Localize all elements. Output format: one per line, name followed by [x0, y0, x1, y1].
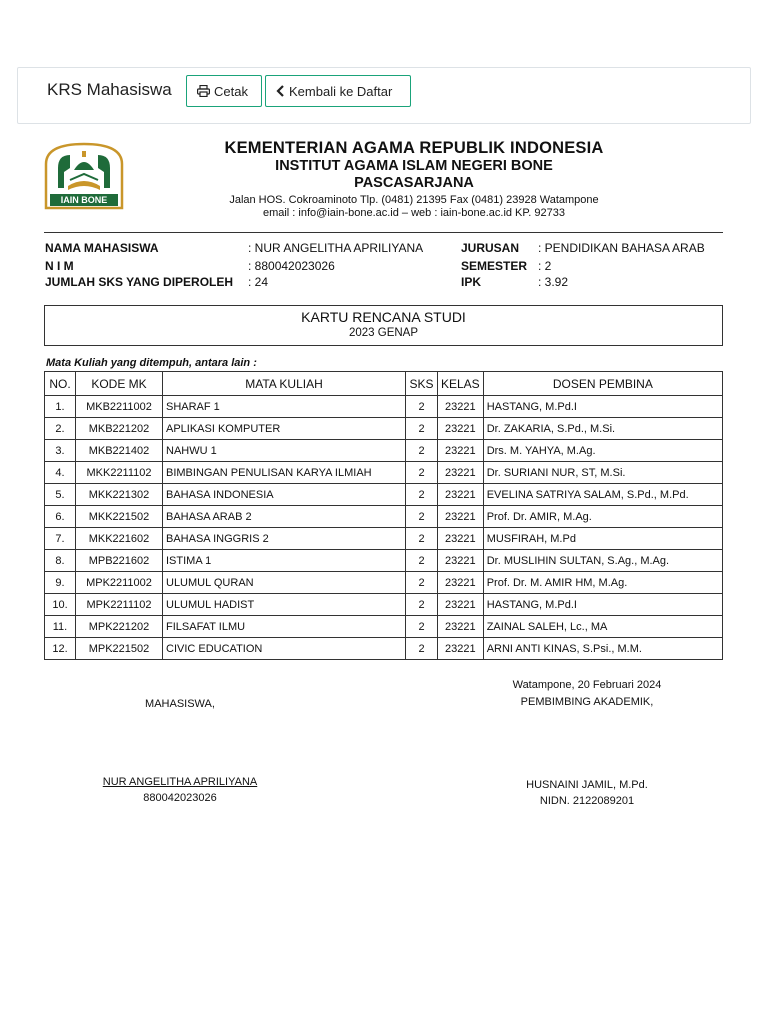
advisor-signature-name: HUSNAINI JAMIL, M.Pd.: [526, 779, 648, 791]
cell-sks: 2: [406, 484, 438, 506]
cell-kode-mk: MKK2211102: [76, 462, 163, 484]
cell-no: 10.: [45, 594, 76, 616]
header-sks: SKS: [406, 372, 438, 396]
institution-header: [144, 138, 684, 220]
cell-dosen: Prof. Dr. AMIR, M.Ag.: [483, 506, 722, 528]
cell-sks: 2: [406, 638, 438, 660]
print-button-label: Cetak: [214, 83, 248, 99]
table-row: [45, 396, 723, 418]
cell-kode-mk: MPK2211102: [76, 594, 163, 616]
cell-dosen: MUSFIRAH, M.Pd: [483, 528, 722, 550]
page-title: KRS Mahasiswa: [47, 80, 172, 99]
table-row: [45, 550, 723, 572]
table-row: [45, 594, 723, 616]
cell-kode-mk: MKB2211002: [76, 396, 163, 418]
info-row-name: [45, 241, 725, 257]
cell-kelas: 23221: [438, 462, 484, 484]
cell-dosen: Dr. ZAKARIA, S.Pd., M.Si.: [483, 418, 722, 440]
faculty-name: PASCASARJANA: [354, 175, 474, 191]
cell-kelas: 23221: [438, 418, 484, 440]
name-label: NAMA MAHASISWA: [45, 241, 159, 255]
cell-dosen: HASTANG, M.Pd.I: [483, 396, 722, 418]
cell-mata-kuliah: APLIKASI KOMPUTER: [163, 418, 406, 440]
krs-period: 2023 GENAP: [348, 327, 419, 339]
cell-kode-mk: MKB221202: [76, 418, 163, 440]
advisor-signature-nidn: NIDN. 2122089201: [539, 795, 635, 807]
info-row-sks: [45, 275, 725, 291]
advisor-role: PEMBIMBING AKADEMIK,: [520, 696, 654, 708]
cell-sks: 2: [406, 616, 438, 638]
cell-kelas: 23221: [438, 550, 484, 572]
header-kode-mk: KODE MK: [76, 372, 163, 396]
cell-mata-kuliah: BIMBINGAN PENULISAN KARYA ILMIAH: [163, 462, 406, 484]
cell-sks: 2: [406, 506, 438, 528]
courses-table-body: [45, 396, 723, 660]
cell-dosen: ZAINAL SALEH, Lc., MA: [483, 616, 722, 638]
cell-sks: 2: [406, 528, 438, 550]
cell-sks: 2: [406, 440, 438, 462]
cell-sks: 2: [406, 572, 438, 594]
cell-kode-mk: MKK221502: [76, 506, 163, 528]
table-row: [45, 572, 723, 594]
cell-kode-mk: MPK221202: [76, 616, 163, 638]
cell-no: 3.: [45, 440, 76, 462]
cell-dosen: Dr. MUSLIHIN SULTAN, S.Ag., M.Ag.: [483, 550, 722, 572]
cell-mata-kuliah: NAHWU 1: [163, 440, 406, 462]
student-signature-nim: 880042023026: [143, 792, 217, 804]
header-mata-kuliah: MATA KULIAH: [163, 372, 406, 396]
cell-kode-mk: MKB221402: [76, 440, 163, 462]
cell-sks: 2: [406, 550, 438, 572]
cell-kelas: 23221: [438, 528, 484, 550]
table-row: [45, 506, 723, 528]
table-header-row: [45, 372, 723, 396]
ministry-name: KEMENTERIAN AGAMA REPUBLIK INDONESIA: [224, 139, 604, 157]
cell-kode-mk: MPK221502: [76, 638, 163, 660]
header-kelas: KELAS: [438, 372, 484, 396]
cell-mata-kuliah: BAHASA INGGRIS 2: [163, 528, 406, 550]
iain-bone-logo: [44, 142, 124, 210]
header-no: NO.: [45, 372, 76, 396]
cell-mata-kuliah: FILSAFAT ILMU: [163, 616, 406, 638]
courses-caption: Mata Kuliah yang ditempuh, antara lain :: [46, 357, 257, 369]
table-row: [45, 616, 723, 638]
cell-kode-mk: MPK2211002: [76, 572, 163, 594]
cell-dosen: Prof. Dr. M. AMIR HM, M.Ag.: [483, 572, 722, 594]
institute-name: INSTITUT AGAMA ISLAM NEGERI BONE: [275, 158, 553, 174]
name-value: : NUR ANGELITHA APRILIYANA: [248, 241, 424, 255]
cell-no: 5.: [45, 484, 76, 506]
table-row: [45, 528, 723, 550]
cell-no: 9.: [45, 572, 76, 594]
chevron-left-icon: [276, 85, 285, 97]
table-row: [45, 484, 723, 506]
cell-dosen: Drs. M. YAHYA, M.Ag.: [483, 440, 722, 462]
cell-mata-kuliah: ULUMUL HADIST: [163, 594, 406, 616]
cell-kode-mk: MKK221302: [76, 484, 163, 506]
cell-mata-kuliah: CIVIC EDUCATION: [163, 638, 406, 660]
cell-sks: 2: [406, 594, 438, 616]
student-role: MAHASISWA,: [145, 698, 215, 710]
cell-no: 8.: [45, 550, 76, 572]
cell-kode-mk: MKK221602: [76, 528, 163, 550]
cell-sks: 2: [406, 462, 438, 484]
nim-label: N I M: [45, 259, 74, 273]
letterhead: [44, 138, 724, 222]
cell-dosen: EVELINA SATRIYA SALAM, S.Pd., M.Pd.: [483, 484, 722, 506]
cell-no: 7.: [45, 528, 76, 550]
logo-text: IAIN BONE: [60, 195, 108, 205]
cell-no: 11.: [45, 616, 76, 638]
cell-dosen: ARNI ANTI KINAS, S.Psi., M.M.: [483, 638, 722, 660]
table-row: [45, 462, 723, 484]
table-row: [45, 638, 723, 660]
cell-no: 12.: [45, 638, 76, 660]
header-divider: [44, 232, 723, 233]
cell-kelas: 23221: [438, 484, 484, 506]
cell-mata-kuliah: SHARAF 1: [163, 396, 406, 418]
cell-kelas: 23221: [438, 506, 484, 528]
info-row-nim: [45, 259, 725, 275]
jurusan-value: : PENDIDIKAN BAHASA ARAB: [538, 241, 705, 255]
krs-title-box: [44, 305, 723, 346]
cell-mata-kuliah: BAHASA ARAB 2: [163, 506, 406, 528]
table-row: [45, 440, 723, 462]
semester-label: SEMESTER: [461, 259, 528, 273]
sks-value: : 24: [248, 275, 269, 289]
cell-mata-kuliah: BAHASA INDONESIA: [163, 484, 406, 506]
cell-sks: 2: [406, 418, 438, 440]
cell-mata-kuliah: ULUMUL QURAN: [163, 572, 406, 594]
cell-no: 2.: [45, 418, 76, 440]
cell-kelas: 23221: [438, 572, 484, 594]
nim-value: : 880042023026: [248, 259, 335, 273]
cell-kelas: 23221: [438, 396, 484, 418]
print-button[interactable]: [186, 75, 262, 107]
cell-dosen: HASTANG, M.Pd.I: [483, 594, 722, 616]
cell-no: 6.: [45, 506, 76, 528]
sks-label: JUMLAH SKS YANG DIPEROLEH: [45, 275, 234, 289]
cell-mata-kuliah: ISTIMA 1: [163, 550, 406, 572]
cell-kelas: 23221: [438, 616, 484, 638]
place-date: Watampone, 20 Februari 2024: [512, 679, 662, 691]
krs-title: KARTU RENCANA STUDI: [301, 309, 466, 325]
cell-dosen: Dr. SURIANI NUR, ST, M.Si.: [483, 462, 722, 484]
institution-address: Jalan HOS. Cokroaminoto Tlp. (0481) 21395 Fax (0481) 23928 Watampone: [229, 194, 599, 206]
cell-kelas: 23221: [438, 440, 484, 462]
back-button-label: Kembali ke Daftar: [289, 83, 393, 99]
ipk-value: : 3.92: [538, 275, 569, 289]
ipk-label: IPK: [461, 275, 482, 289]
cell-kode-mk: MPB221602: [76, 550, 163, 572]
table-row: [45, 418, 723, 440]
student-signature-name: NUR ANGELITHA APRILIYANA: [102, 776, 258, 788]
print-icon: [197, 85, 210, 97]
cell-no: 4.: [45, 462, 76, 484]
jurusan-label: JURUSAN: [461, 241, 520, 255]
semester-value: : 2: [538, 259, 552, 273]
cell-kelas: 23221: [438, 638, 484, 660]
page-header-card: [17, 67, 751, 124]
courses-table: [44, 371, 723, 660]
back-to-list-button[interactable]: [265, 75, 411, 107]
cell-no: 1.: [45, 396, 76, 418]
cell-sks: 2: [406, 396, 438, 418]
institution-contact: email : info@iain-bone.ac.id – web : iain-bone.ac.id KP. 92733: [262, 207, 566, 219]
cell-kelas: 23221: [438, 594, 484, 616]
header-dosen: DOSEN PEMBINA: [483, 372, 722, 396]
